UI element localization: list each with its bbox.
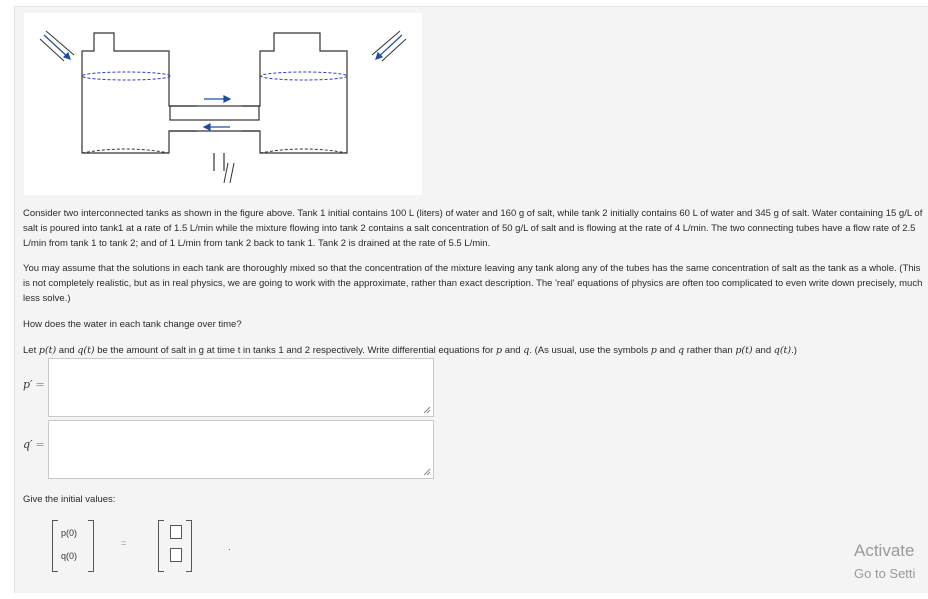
- problem-paragraph-1: Consider two interconnected tanks as shown in the figure above. Tank 1 initial contains 100 L (liters) of water and 160 g of salt, while tank 2 initially contains 60 L of water and 345 g of salt. Water containing 15 g/L of salt is poured into tank1 at a rate of 1.5 L/min while the mixture flowing into tank 2 contains a salt concentration of 50 g/L of salt and is flowing at the rate of 4 L/min. The two connecting tubes have a flow rate of 2.5 L/min from tank 1 to tank 2; and of 1 L/min from tank 2 back to tank 1. Tank 2 is drained at the rate of 5.5 L/min.: [23, 208, 923, 249]
- p-prime-label: [23, 378, 45, 391]
- math-q-symbol: q: [677, 345, 685, 356]
- p-equals-sign: =: [35, 378, 45, 391]
- p-prime-symbol: p′: [23, 378, 33, 391]
- q0-answer-field[interactable]: [170, 548, 182, 562]
- go-to-settings-watermark: Go to Setti: [854, 566, 916, 581]
- matrix-equals-sign: =: [121, 538, 127, 548]
- activate-windows-watermark: Activate: [854, 541, 915, 560]
- matrix-period: .: [228, 542, 231, 552]
- initial-values-prompt: Give the initial values:: [23, 494, 116, 505]
- answer-left-bracket: [158, 520, 164, 572]
- math-p-of-t-2: p(t): [735, 345, 753, 356]
- let-text-and2: and: [502, 345, 524, 356]
- p0-answer-field[interactable]: [170, 525, 182, 539]
- let-text-e: .): [791, 345, 797, 356]
- let-text-c: . (As usual, use the symbols: [529, 345, 651, 356]
- let-statement: [23, 343, 928, 358]
- let-text-and4: and: [752, 345, 774, 356]
- q-equals-sign: =: [35, 438, 45, 451]
- question-text: How does the water in each tank change over time?: [23, 319, 242, 330]
- q-prime-answer-field[interactable]: [48, 420, 434, 479]
- q0-label: q(0): [61, 551, 78, 561]
- tanks-figure: [24, 13, 422, 195]
- resize-grip-icon[interactable]: [423, 406, 431, 414]
- math-q-of-t: q(t): [77, 345, 95, 356]
- let-text-a: Let: [23, 345, 39, 356]
- left-bracket: [52, 520, 58, 572]
- problem-paragraph-2: You may assume that the solutions in each tank are thoroughly mixed so that the concentration of the mixture leaving any tank along any of the tubes has the same concentration of salt as the tank as a whole. (This is not completely realistic, but as in real physics, we are going to work with the approximate, rather than exact description. The 'real' equations of physics are often too complicated to even write down precisely, much less solve.): [23, 263, 923, 304]
- let-text-and1: and: [56, 345, 78, 356]
- q-prime-symbol: q′: [23, 438, 33, 451]
- p0-label: p(0): [61, 528, 78, 538]
- right-bracket: [88, 520, 94, 572]
- let-text-and3: and: [656, 345, 678, 356]
- let-text-d: rather than: [684, 345, 736, 356]
- resize-grip-icon[interactable]: [423, 468, 431, 476]
- let-text-b: be the amount of salt in g at time t in tanks 1 and 2 respectively. Write differential equations for: [94, 345, 496, 356]
- answer-right-bracket: [186, 520, 192, 572]
- math-q-of-t-2: q(t): [773, 345, 792, 356]
- math-q: q: [523, 345, 530, 356]
- tanks-diagram: [24, 13, 422, 195]
- math-p-symbol: p: [650, 345, 657, 356]
- math-p-of-t: p(t): [38, 345, 57, 356]
- q-prime-label: [23, 438, 45, 451]
- p-prime-answer-field[interactable]: [48, 358, 434, 417]
- math-p: p: [495, 345, 503, 356]
